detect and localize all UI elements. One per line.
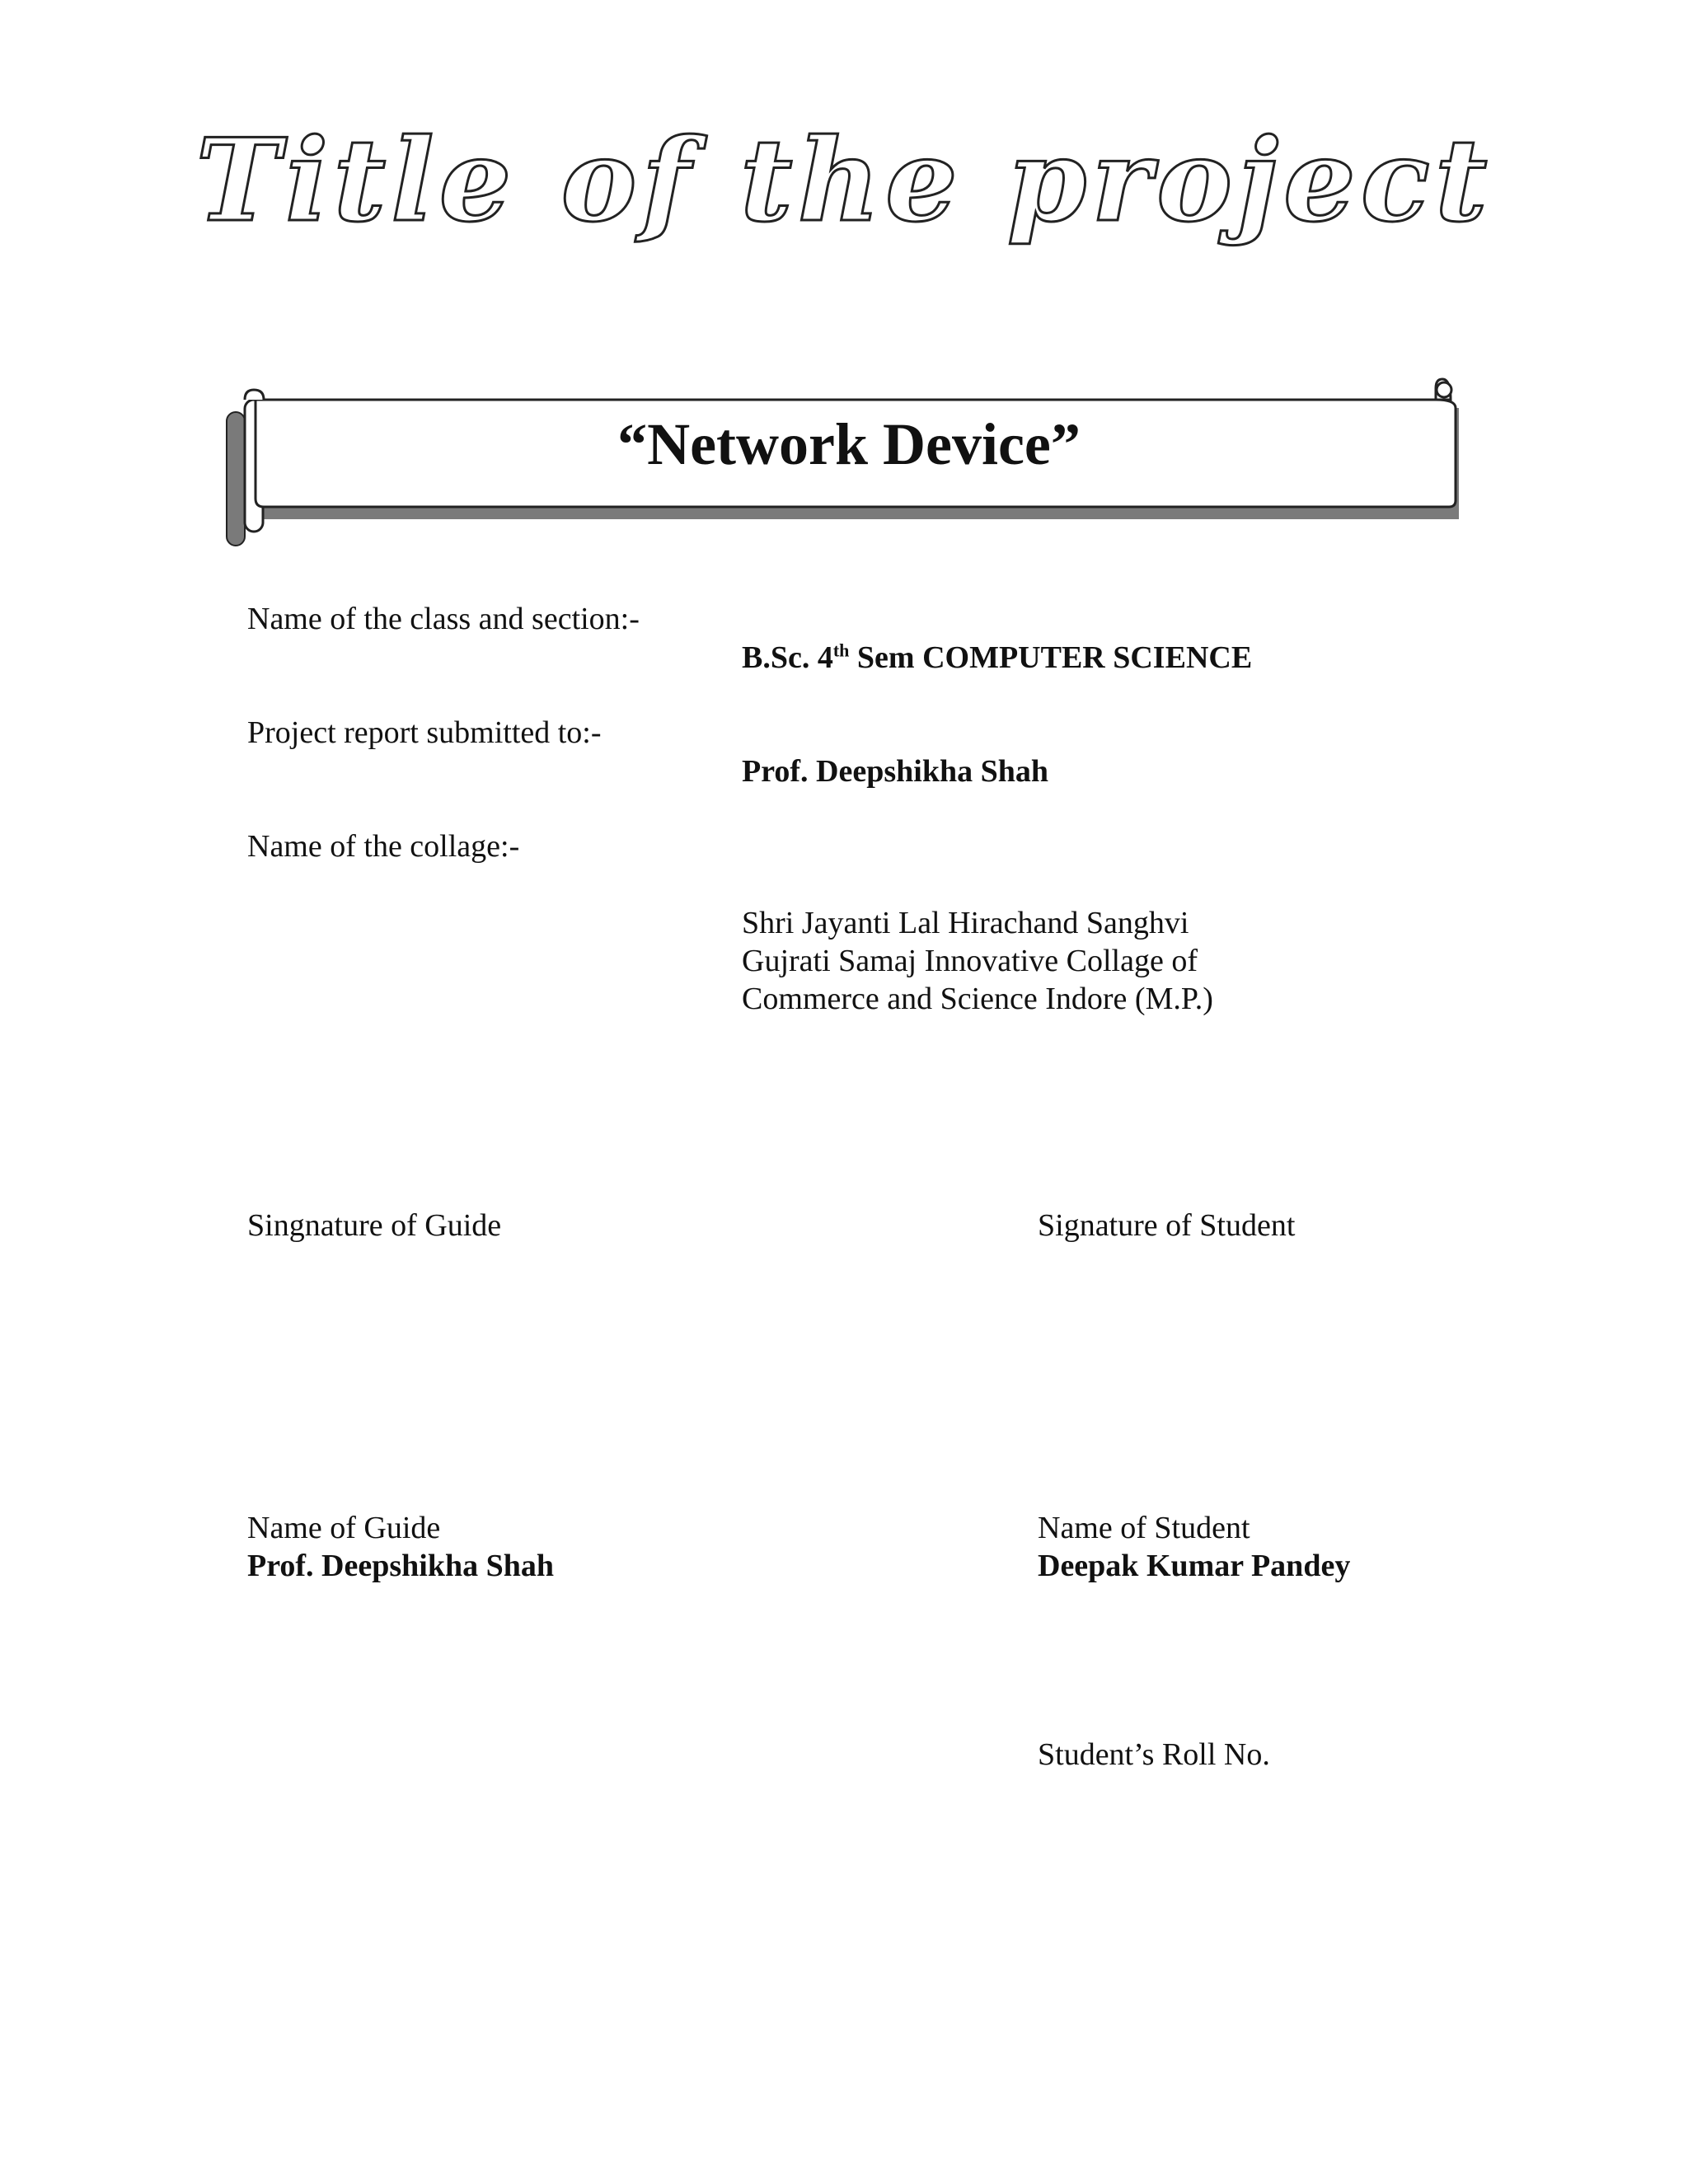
- roll-number-label: Student’s Roll No.: [1038, 1737, 1270, 1772]
- document-title: Title of the project: [195, 113, 1493, 247]
- guide-signature-label: Singnature of Guide: [247, 1208, 502, 1243]
- class-section-label: Name of the class and section:-: [247, 602, 640, 636]
- class-section-value: [742, 639, 1252, 677]
- class-ordinal: th: [832, 640, 850, 661]
- student-name-label: Name of Student: [1038, 1511, 1250, 1545]
- class-prefix: B.Sc. 4: [742, 640, 833, 675]
- banner-left-curl: [245, 390, 264, 400]
- student-name-value: Deepak Kumar Pandey: [1038, 1549, 1351, 1583]
- banner-right-curl: [1437, 382, 1451, 397]
- college-line: Commerce and Science Indore (M.P.): [742, 982, 1213, 1016]
- title-banner: [223, 375, 1475, 552]
- class-suffix: Sem COMPUTER SCIENCE: [849, 640, 1253, 675]
- guide-name-label: Name of Guide: [247, 1511, 441, 1545]
- submitted-to-label: Project report submitted to:-: [247, 715, 602, 750]
- student-signature-label: Signature of Student: [1038, 1208, 1296, 1243]
- banner-left-roll-shadow: [227, 412, 245, 546]
- guide-name-value: Prof. Deepshikha Shah: [247, 1549, 555, 1583]
- banner-title: “Network Device”: [617, 411, 1081, 477]
- college-label: Name of the collage:-: [247, 829, 520, 864]
- college-line: Shri Jayanti Lal Hirachand Sanghvi: [742, 906, 1189, 940]
- college-line: Gujrati Samaj Innovative Collage of: [742, 944, 1198, 978]
- submitted-to-value: Prof. Deepshikha Shah: [742, 754, 1049, 789]
